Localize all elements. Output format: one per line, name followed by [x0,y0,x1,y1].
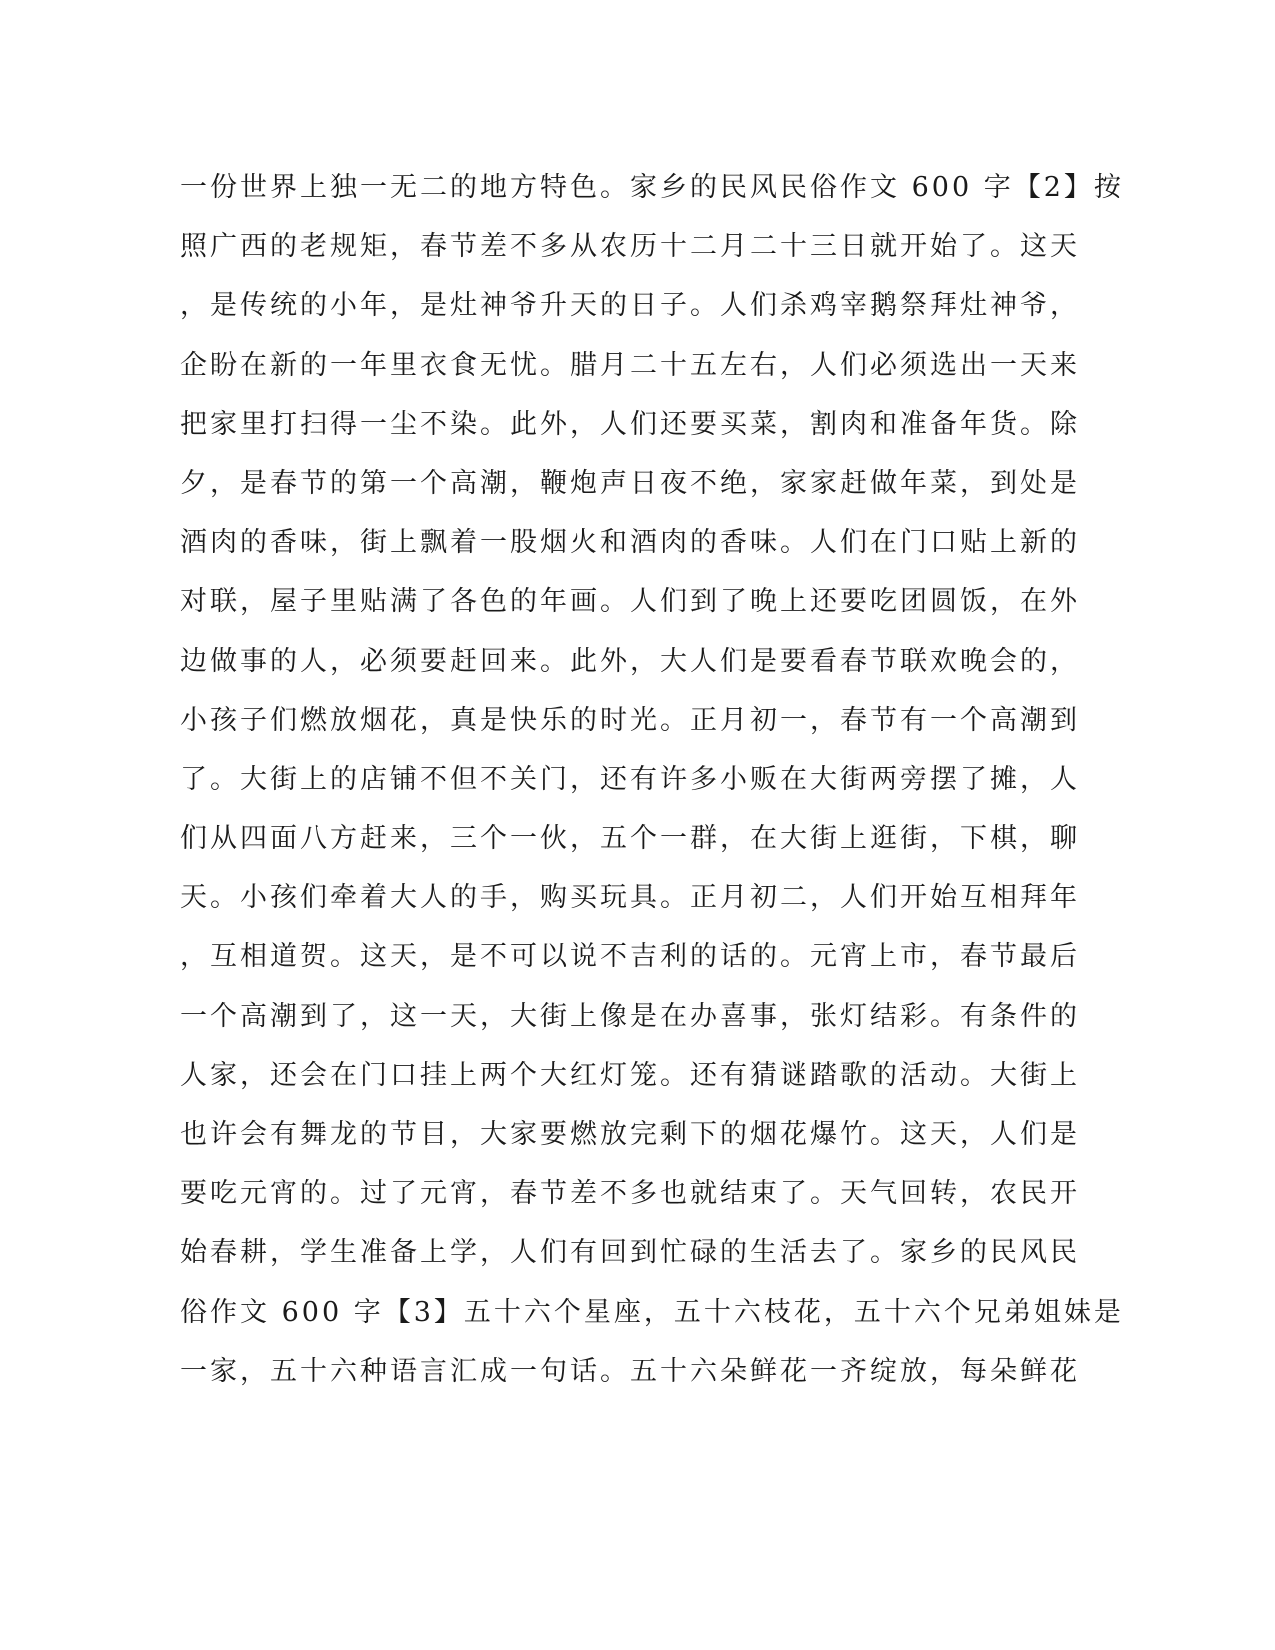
text-line: 俗作文 600 字【3】五十六个星座，五十六枝花，五十六个兄弟姐妹是 [180,1296,1124,1328]
text-line: 要吃元宵的。过了元宵，春节差不多也就结束了。天气回转，农民开 [180,1178,1080,1210]
text-line: 一个高潮到了，这一天，大街上像是在办喜事，张灯结彩。有条件的 [180,1000,1080,1032]
text-line: 夕，是春节的第一个高潮，鞭炮声日夜不绝，家家赶做年菜，到处是 [180,467,1080,499]
text-line: 对联，屋子里贴满了各色的年画。人们到了晚上还要吃团圆饭，在外 [180,586,1080,618]
text-line: 一家，五十六种语言汇成一句话。五十六朵鲜花一齐绽放，每朵鲜花 [180,1355,1080,1387]
body-text [180,158,1124,1401]
text-line: 酒肉的香味，街上飘着一股烟火和酒肉的香味。人们在门口贴上新的 [180,527,1080,559]
text-line: 把家里打扫得一尘不染。此外，人们还要买菜，割肉和准备年货。除 [180,408,1080,440]
text-line: 小孩子们燃放烟花，真是快乐的时光。正月初一，春节有一个高潮到 [180,704,1080,736]
text-line: ，互相道贺。这天，是不可以说不吉利的话的。元宵上市，春节最后 [180,941,1080,973]
text-line: 们从四面八方赶来，三个一伙，五个一群，在大街上逛街，下棋，聊 [180,823,1080,855]
text-line: 照广西的老规矩，春节差不多从农历十二月二十三日就开始了。这天 [180,231,1080,263]
text-line: 边做事的人，必须要赶回来。此外，大人们是要看春节联欢晚会的， [180,645,1080,677]
text-line: 也许会有舞龙的节目，大家要燃放完剩下的烟花爆竹。这天，人们是 [180,1119,1080,1150]
text-line: 人家，还会在门口挂上两个大红灯笼。还有猜谜踏歌的活动。大街上 [180,1059,1080,1091]
text-line: ，是传统的小年，是灶神爷升天的日子。人们杀鸡宰鹅祭拜灶神爷， [180,290,1080,322]
text-line: 天。小孩们牵着大人的手，购买玩具。正月初二，人们开始互相拜年 [180,882,1080,914]
text-line: 始春耕，学生准备上学，人们有回到忙碌的生活去了。家乡的民风民 [180,1237,1080,1269]
text-line: 企盼在新的一年里衣食无忧。腊月二十五左右，人们必须选出一天来 [180,349,1080,381]
text-line: 了。大街上的店铺不但不关门，还有许多小贩在大街两旁摆了摊，人 [180,763,1080,795]
text-line: 一份世界上独一无二的地方特色。家乡的民风民俗作文 600 字【2】按 [180,172,1124,203]
